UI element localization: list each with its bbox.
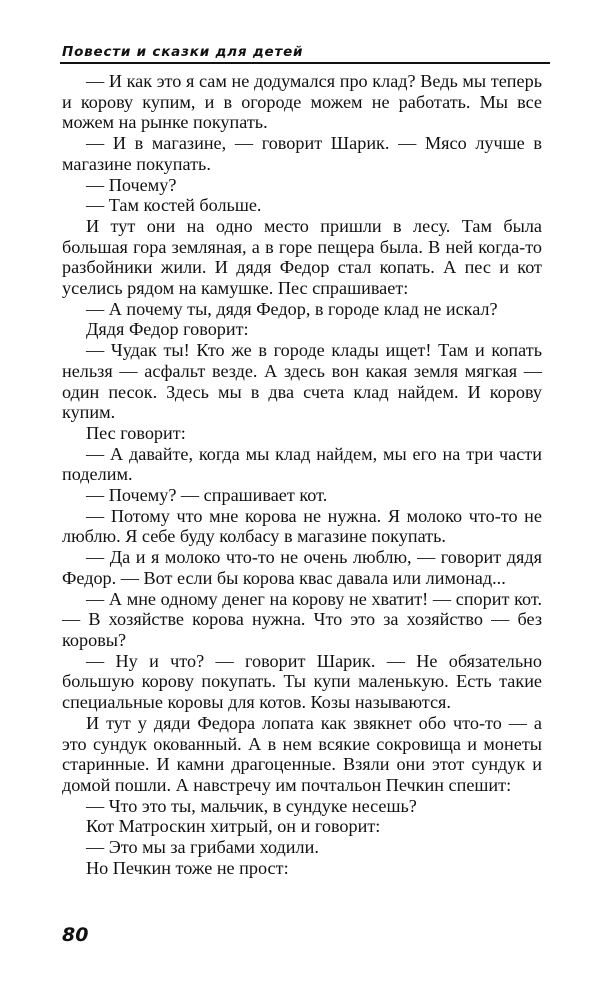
paragraph: Дядя Федор говорит: <box>86 319 249 340</box>
paragraph: — Почему? <box>86 174 177 195</box>
paragraph: — Там костей больше. <box>86 195 262 216</box>
paragraph: — А мне одному денег на корову не хватит! — спорит кот. — В хозяйстве корова нужна. Что это за хозяйство — без коровы? <box>62 588 542 650</box>
paragraph: — И как это я сам не додумался про клад? Ведь мы теперь и корову купим, и в огороде можем не работать. Мы все можем на рынке покупать. <box>62 71 542 133</box>
paragraph: — А давайте, когда мы клад найдем, мы его на три части поделим. <box>62 443 542 485</box>
body-text <box>62 71 542 878</box>
paragraph: — Что это ты, мальчик, в сундуке несешь? <box>86 795 417 816</box>
paragraph: — Потому что мне корова не нужна. Я молоко что-то не люблю. Я себе буду колбасу в магазине покупать. <box>62 505 542 547</box>
paragraph: — А почему ты, дядя Федор, в городе клад не искал? <box>86 298 498 319</box>
paragraph: Пес говорит: <box>86 422 186 443</box>
paragraph: — Да и я молоко что-то не очень люблю, — говорит дядя Федор. — Вот если бы корова квас давала или лимонад... <box>62 547 542 588</box>
paragraph: — Чудак ты! Кто же в городе клады ищет! Там и копать нельзя — асфальт везде. А здесь вон какая земля мягкая — один песок. Здесь мы в два счета клад найдем. И корову купим. <box>62 340 542 423</box>
paragraph: — Почему? — спрашивает кот. <box>86 485 328 506</box>
paragraph: И тут у дяди Федора лопата как звякнет обо что-то — а это сундук окованный. А в нем всякие сокровища и монеты старинные. И камни драгоценные. Взяли они этот сундук и домой пошли. А навстречу им почтальон Печкин спешит: <box>62 712 542 795</box>
running-head: Повести и сказки для детей <box>62 44 304 60</box>
paragraph: — И в магазине, — говорит Шарик. — Мясо лучше в магазине покупать. <box>62 133 542 174</box>
page-number: 80 <box>62 924 89 946</box>
header-rule <box>60 62 550 64</box>
paragraph: Кот Матроскин хитрый, он и говорит: <box>86 816 381 837</box>
paragraph: — Это мы за грибами ходили. <box>86 837 319 858</box>
paragraph: Но Печкин тоже не прост: <box>86 857 289 878</box>
paragraph: И тут они на одно место пришли в лесу. Там была большая гора земляная, а в горе пещера была. В ней когда-то разбойники жили. И дядя Федор стал копать. А пес и кот уселись рядом на камушке. Пес спрашивает: <box>62 215 542 299</box>
paragraph: — Ну и что? — говорит Шарик. — Не обязательно большую корову покупать. Ты купи маленькую. Есть такие специальные коровы для котов. Козы называются. <box>62 650 542 713</box>
